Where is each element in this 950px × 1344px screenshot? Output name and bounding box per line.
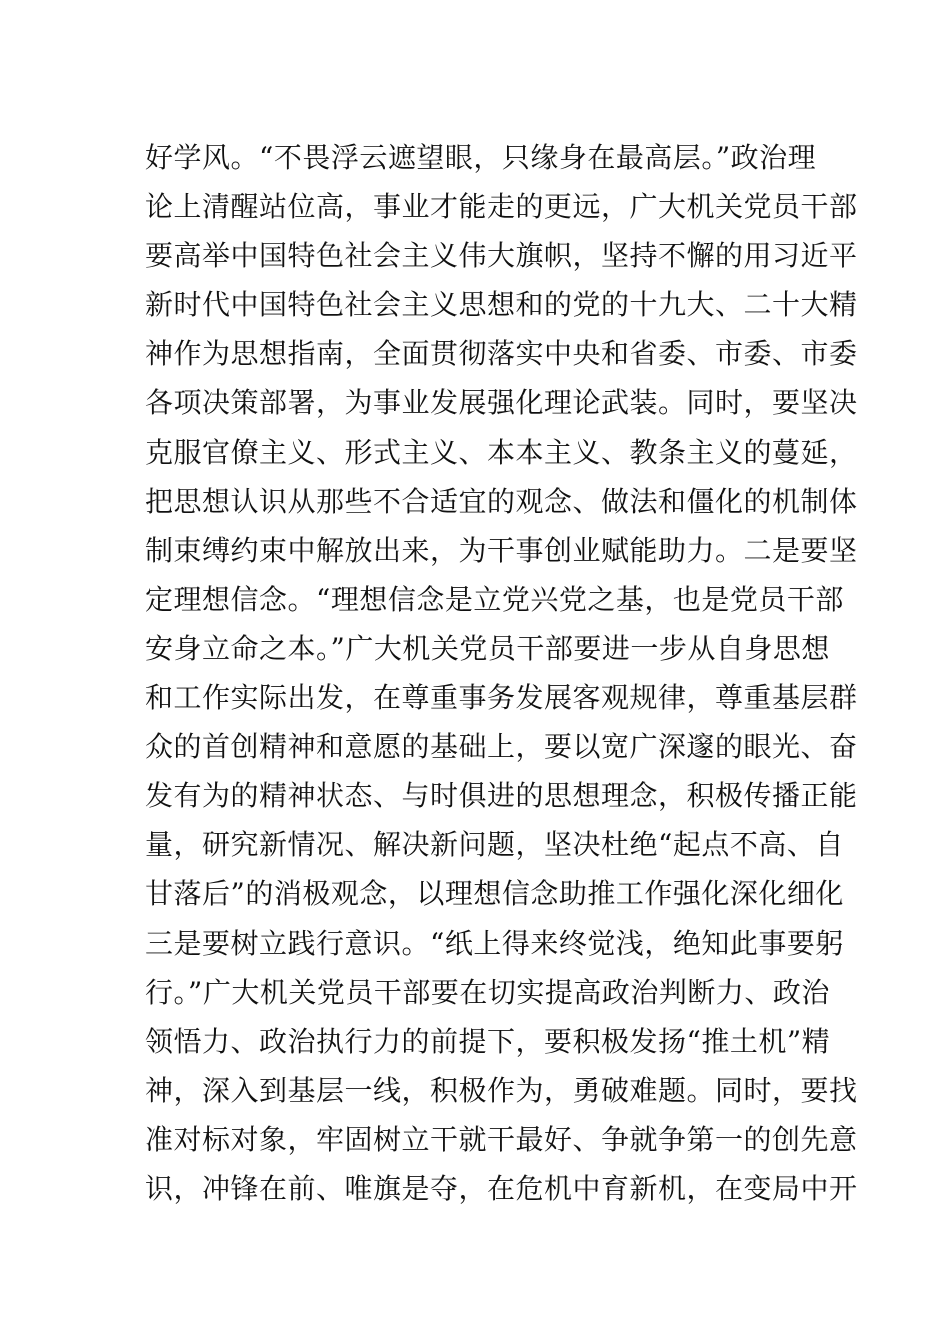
text-line-19: 领悟力、政治执行力的前提下，要积极发扬“推土机”精 [145,1024,831,1058]
text-line-18: 行。”广大机关党员干部要在切实提高政治判断力、政治 [145,975,830,1009]
text-line-9: 制束缚约束中解放出来，为干事创业赋能助力。二是要坚 [145,533,858,567]
text-line-1: 好学风。“不畏浮云遮望眼，只缘身在最高层。”政治理 [145,141,817,174]
body-paragraph [145,133,858,1213]
text-line-5: 神作为思想指南，全面贯彻落实中央和省委、市委、市委 [145,337,858,371]
text-line-3: 要高举中国特色社会主义伟大旗帜，坚持不懈的用习近平 [145,239,858,273]
text-line-2: 论上清醒站位高，事业才能走的更远，广大机关党员干部 [145,190,858,224]
text-line-11: 安身立命之本。”广大机关党员干部要进一步从自身思想 [145,631,830,665]
text-line-12: 和工作实际出发，在尊重事务发展客观规律，尊重基层群 [145,681,858,715]
text-line-22: 识，冲锋在前、唯旗是夺，在危机中育新机，在变局中开 [145,1171,858,1205]
text-line-10: 定理想信念。“理想信念是立党兴党之基，也是党员干部 [145,582,844,616]
text-line-17: 三是要树立践行意识。“纸上得来终觉浅，绝知此事要躬 [145,926,844,960]
text-line-13: 众的首创精神和意愿的基础上，要以宽广深邃的眼光、奋 [145,730,858,764]
text-line-14: 发有为的精神状态、与时俱进的思想理念，积极传播正能 [145,779,858,813]
text-line-6: 各项决策部署，为事业发展强化理论武装。同时，要坚决 [145,386,858,420]
text-line-16: 甘落后”的消极观念，以理想信念助推工作强化深化细化 [145,877,844,911]
text-line-4: 新时代中国特色社会主义思想和的党的十九大、二十大精 [145,288,858,322]
text-line-7: 克服官僚主义、形式主义、本本主义、教条主义的蔓延， [145,435,858,469]
text-line-8: 把思想认识从那些不合适宜的观念、做法和僵化的机制体 [145,484,858,518]
text-line-20: 神，深入到基层一线，积极作为，勇破难题。同时，要找 [145,1073,858,1107]
text-line-21: 准对标对象，牢固树立干就干最好、争就争第一的创先意 [145,1122,858,1156]
text-line-15: 量，研究新情况、解决新问题，坚决杜绝“起点不高、自 [145,828,844,862]
